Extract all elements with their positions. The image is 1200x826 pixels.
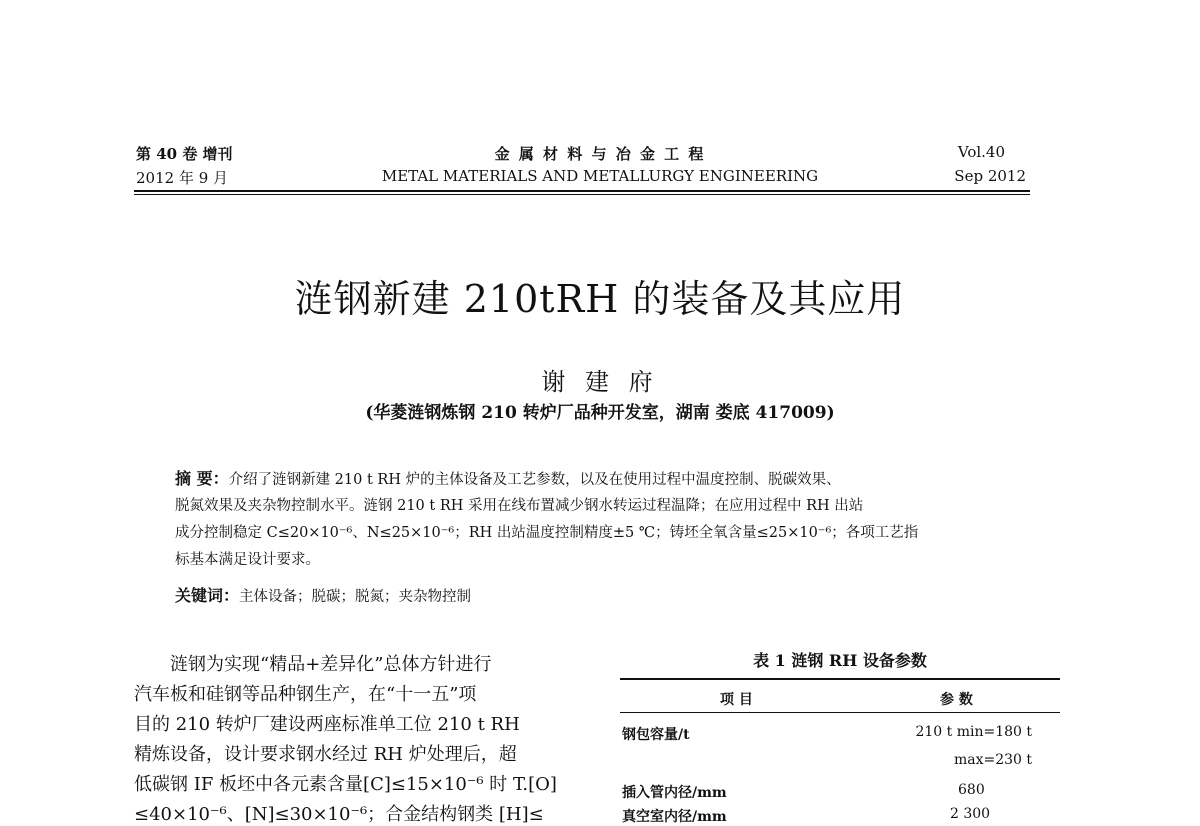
journal-cn: 金 属 材 料 与 冶 金 工 程 <box>494 145 706 163</box>
body-line-6: ≤40×10⁻⁶、[N]≤30×10⁻⁶；合金结构钢类 [H]≤ <box>134 804 544 825</box>
table-header-rule <box>620 712 1060 713</box>
paper-title: 涟钢新建 210tRH 的装备及其应用 <box>294 277 906 321</box>
table-header-item: 项 目 <box>720 692 753 708</box>
abstract-line-1: 摘 要：介绍了涟钢新建 210 t RH 炉的主体设备及工艺参数，以及在使用过程中温度控制、脱碳效果、 <box>175 469 841 488</box>
table-cell-value: 210 t min=180 t <box>915 724 1032 740</box>
affiliation: (华菱涟钢炼钢 210 转炉厂品种开发室，湖南 娄底 417009) <box>365 403 835 423</box>
table-cell-item: 插入管内径/mm <box>622 785 727 801</box>
table-cell-item: 真空室内径/mm <box>622 809 727 825</box>
date-en: Sep 2012 <box>954 167 1026 185</box>
table-cell-value: 2 300 <box>950 806 991 822</box>
body-line-3: 目的 210 转炉厂建设两座标准单工位 210 t RH <box>134 714 520 735</box>
body-line-1: 涟钢为实现“精品+差异化”总体方针进行 <box>170 654 492 675</box>
body-line-2: 汽车板和硅钢等品种钢生产，在“十一五”项 <box>134 684 477 705</box>
table-header-param: 参 数 <box>940 692 973 708</box>
keywords <box>175 583 471 606</box>
table-cell-item: 钢包容量/t <box>622 727 690 743</box>
header-rule-thin <box>134 194 1030 195</box>
body-line-4: 精炼设备，设计要求钢水经过 RH 炉处理后，超 <box>134 744 517 765</box>
date-cn: 2012 年 9 月 <box>136 169 229 187</box>
table-top-rule <box>620 678 1060 680</box>
keywords-text: 主体设备；脱碳；脱氮；夹杂物控制 <box>239 589 472 605</box>
table-cell-value: 680 <box>958 782 985 798</box>
author: 谢 建 府 <box>541 368 659 396</box>
abstract-line-2: 脱氮效果及夹杂物控制水平。涟钢 210 t RH 采用在线布置减少钢水转运过程温降；在应用过程中 RH 出站 <box>175 498 864 514</box>
abstract-label: 摘 要： <box>175 469 229 488</box>
keywords-label: 关键词： <box>175 586 240 605</box>
abstract-line-4: 标基本满足设计要求。 <box>175 552 320 568</box>
volume-en: Vol.40 <box>957 143 1005 161</box>
abstract-line-3: 成分控制稳定 C≤20×10⁻⁶、N≤25×10⁻⁶；RH 出站温度控制精度±5 ℃；铸坯全氧含量≤25×10⁻⁶；各项工艺指 <box>175 525 919 541</box>
body-line-5: 低碳钢 IF 板坯中各元素含量[C]≤15×10⁻⁶ 时 T.[O] <box>134 774 557 795</box>
table-caption: 表 1 涟钢 RH 设备参数 <box>753 651 927 670</box>
journal-en: METAL MATERIALS AND METALLURGY ENGINEERING <box>381 167 819 185</box>
table-cell-value: max=230 t <box>953 752 1032 768</box>
header-rule-thick <box>134 190 1030 192</box>
volume-cn: 第 40 卷 增刊 <box>136 145 233 163</box>
